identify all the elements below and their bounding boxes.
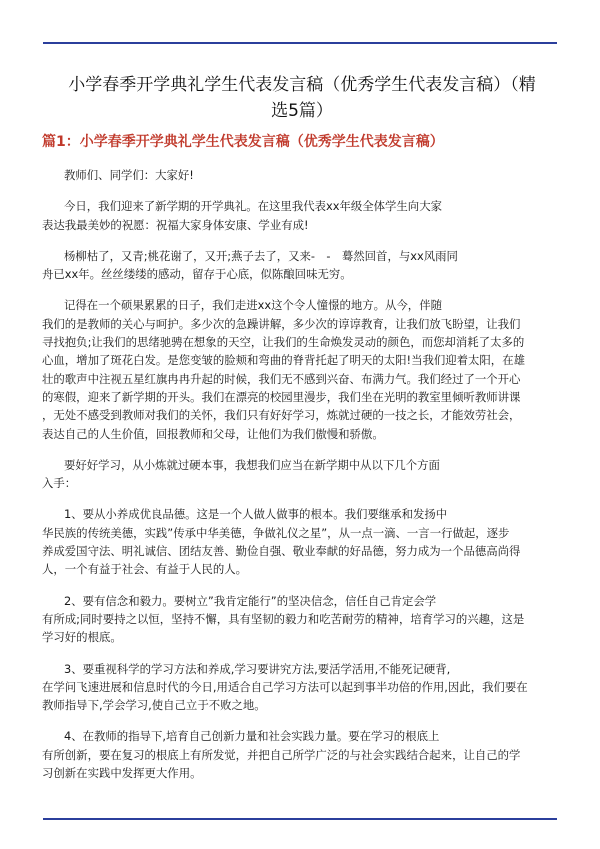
paragraph-line: 教师们、同学们：大家好!: [64, 168, 194, 182]
paragraph: [42, 660, 562, 715]
paragraph-line: 舟已xx年。丝丝缕缕的感动，留存于心底，似陈酿回味无穷。: [42, 267, 352, 282]
paragraph: [42, 592, 562, 647]
title-line: 小学春季开学典礼学生代表发言稿（优秀学生代表发言稿）（精: [68, 75, 536, 95]
paragraph-line: 心血，增加了斑花白发。是您变皱的脸颊和弯曲的脊背托起了明天的太阳!当我们迎着太阳，在雄: [42, 353, 525, 368]
bottom-rule: [43, 818, 557, 820]
paragraph-line: 有所成;同时要持之以恒，坚持不懈，具有坚韧的毅力和吃苦耐劳的精神，培育学习的兴趣，这是: [42, 611, 525, 626]
title-line: 选5篇）: [271, 101, 333, 121]
section-heading: 篇1：小学春季开学典礼学生代表发言稿（优秀学生代表发言稿）: [42, 134, 444, 150]
paragraph-line: 的寒假，迎来了新学期的开头。我们在漂亮的校园里漫步，我们坐在光明的教室里倾听教师讲课: [42, 389, 521, 404]
paragraph-line: ，无处不感受到教师对我们的关怀，我们只有好好学习，炼就过硬的一技之长，才能效劳社会，: [42, 408, 521, 423]
paragraph-line: 杨柳枯了，又青;桃花谢了，又开;燕子去了，又来- - 蓦然回首，与xx风雨同: [64, 248, 458, 263]
paragraph: [42, 197, 562, 234]
paragraph-line: 习创新在实践中发挥更大作用。: [42, 766, 202, 781]
paragraph-line: 人，一个有益于社会、有益于人民的人。: [42, 562, 248, 577]
paragraph: [42, 166, 562, 184]
paragraph-line: 表达我最美妙的祝愿：祝福大家身体安康、学业有成!: [42, 217, 309, 232]
paragraph: [42, 456, 562, 493]
paragraph-line: 记得在一个硕果累累的日子，我们走进xx这个令人憧憬的地方。从今，伴随: [64, 298, 442, 313]
paragraph: [42, 247, 562, 284]
paragraph-line: 华民族的传统美德，实践”传承中华美德，争做礼仪之星”，从一点一滴、一言一行做起，逐步: [42, 525, 510, 540]
document-body: [42, 72, 562, 795]
paragraph-line: 今日，我们迎来了新学期的开学典礼。在这里我代表xx年级全体学生向大家: [64, 199, 442, 214]
paragraph-line: 3、要重视科学的学习方法和养成,学习要讲究方法,要活学活用,不能死记硬背,: [64, 661, 451, 676]
paragraph: [42, 505, 562, 578]
paragraph-line: 在学问飞速进展和信息时代的今日,用适合自己学习方法可以起到事半功倍的作用,因此，我们要在: [42, 679, 528, 694]
paragraph: [42, 727, 562, 782]
top-rule: [43, 42, 557, 44]
paragraph-line: 1、要从小养成优良品德。这是一个人做人做事的根本。我们要继承和发扬中: [64, 507, 448, 522]
paragraph-line: 我们的是教师的关心与呵护。多少次的急躁讲解，多少次的谆谆教育，让我们放飞盼望，让我们: [42, 316, 521, 331]
paragraph-line: 有所创新，要在复习的根底上有所发觉，并把自己所学广泛的与社会实践结合起来，让自己的学: [42, 747, 521, 762]
paragraph-line: 要好好学习，从小炼就过硬本事，我想我们应当在新学期中从以下几个方面: [64, 457, 440, 472]
paragraph-line: 表达自己的人生价值，回报教师和父母，让他们为我们傲慢和骄傲。: [42, 426, 384, 441]
paragraph-line: 养成爱国守法、明礼诚信、团结友善、勤俭自强、敬业奉献的好品德，努力成为一个品德高尚得: [42, 544, 521, 559]
paragraph-line: 学习好的根底。: [42, 630, 122, 645]
paragraph: [42, 296, 562, 442]
document-title: [42, 72, 562, 124]
paragraph-line: 壮的歌声中注视五星红旗冉冉升起的时候，我们无不感到兴奋、布满力气。我们经过了一个开心: [42, 371, 521, 386]
paragraph-line: 入手：: [42, 476, 77, 491]
paragraph-line: 寻找抱负;让我们的思绪驰骋在想象的天空，让我们的生命焕发灵动的颜色，而您却消耗了太多的: [42, 335, 525, 350]
paragraph-line: 2、要有信念和毅力。要树立”我肯定能行”的坚决信念，信任自己肯定会学: [64, 593, 437, 608]
paragraph-line: 教师指导下,学会学习,使自己立于不败之地。: [42, 698, 266, 713]
paragraph-line: 4、在教师的指导下,培育自己创新力量和社会实践力量。要在学习的根底上: [64, 729, 440, 744]
